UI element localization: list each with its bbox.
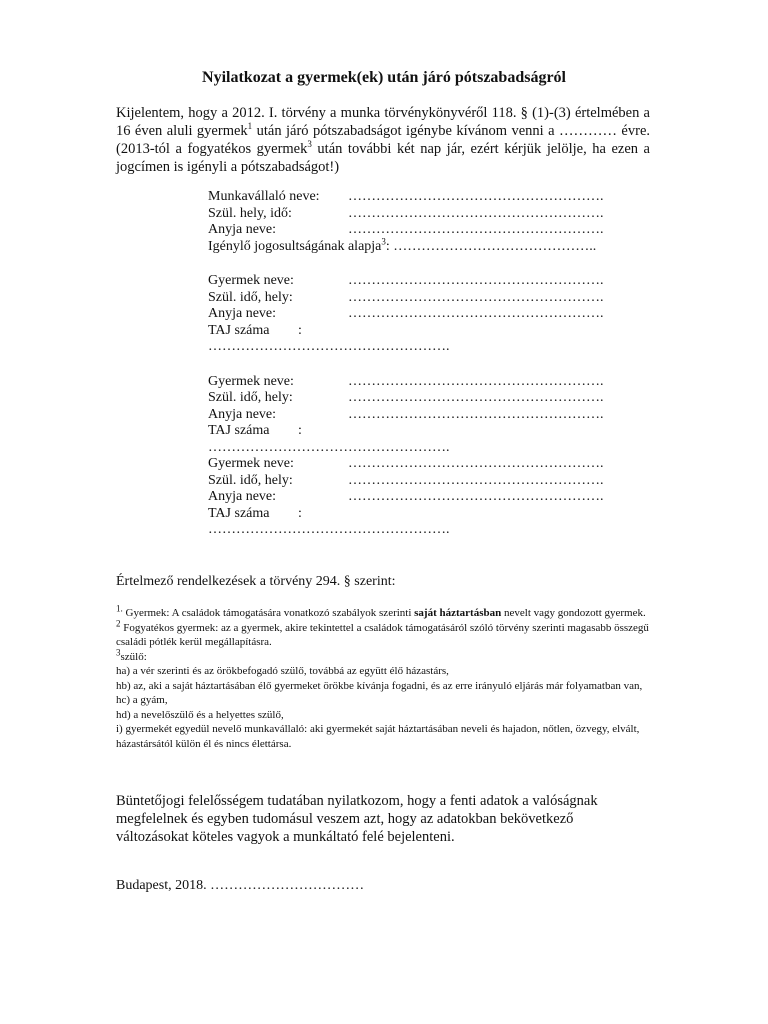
child-birth-row: [208, 290, 648, 307]
footnote-item-i: i) gyermekét egyedül nevelő munkavállaló: aki gyermekét saját háztartásában neveli és hajadon, nőtlen, özvegy, elvált, házastársától külön él és nincs élettársa.: [116, 723, 640, 750]
footnotes: [116, 603, 656, 751]
child-mother-label: Anyja neve:: [208, 406, 277, 422]
intro-paragraph: [116, 104, 650, 176]
footnote-emphasis: saját háztartásban: [414, 607, 502, 619]
child-name-field[interactable]: ……………………………………………….: [348, 273, 604, 288]
child-taj-row: [208, 423, 648, 440]
child-taj-label: TAJ száma: [208, 505, 270, 521]
footnote-text: szülő:: [120, 650, 147, 663]
child-taj-label: TAJ száma: [208, 423, 270, 438]
child-name-field[interactable]: ……………………………………………….: [348, 456, 604, 471]
spacer: [208, 255, 648, 273]
footnote-ref-3: 3: [381, 235, 386, 246]
footnote-3: [116, 646, 656, 665]
employee-name-label: Munkavállaló neve:: [208, 189, 320, 204]
child-name-label: Gyermek neve:: [208, 373, 294, 389]
child-mother-row: [208, 489, 648, 506]
child-taj-field[interactable]: …………………………………………….: [208, 439, 450, 455]
child-mother-field[interactable]: ……………………………………………….: [348, 406, 604, 422]
employee-mother-row: [208, 222, 648, 239]
footnote-item-hd: hd) a nevelőszülő és a helyettes szülő,: [116, 708, 284, 721]
child-taj-row: [208, 506, 648, 523]
child-name-row: [208, 456, 648, 473]
child-name-label: Gyermek neve:: [208, 456, 294, 471]
child-mother-label: Anyja neve:: [208, 306, 277, 321]
employee-mother-field[interactable]: ……………………………………………….: [348, 222, 604, 237]
eligibility-basis: [208, 235, 597, 256]
child-mother-field[interactable]: ……………………………………………….: [348, 306, 604, 321]
child-taj-colon: :: [298, 322, 302, 338]
child-taj-row: [208, 323, 648, 340]
child-taj-field[interactable]: …………………………………………….: [208, 339, 450, 354]
child-birth-label: Szül. idő, hely:: [208, 289, 293, 305]
eligibility-basis-label: Igénylő jogosultságának alapja: [208, 238, 382, 254]
employee-birth-field[interactable]: ……………………………………………….: [348, 205, 604, 221]
child-taj-colon: :: [298, 505, 302, 521]
child-name-row: [208, 273, 648, 290]
footnote-text: Gyermek: A családok támogatására vonatkozó szabályok szerinti: [122, 607, 415, 619]
child-taj-label: TAJ száma: [208, 322, 270, 338]
footnote-item-hb: hb) az, aki a saját háztartásában élő gyermeket örökbe kívánja fogadni, és az erre irányuló eljárás már folyamatban van,: [116, 679, 643, 692]
child-mother-row: [208, 306, 648, 323]
place-date[interactable]: Budapest, 2018. ……………………………: [116, 878, 365, 893]
child-birth-row: [208, 473, 648, 490]
child-mother-field[interactable]: ……………………………………………….: [348, 489, 604, 504]
footnote-text: nevelt vagy gondozott gyermek.: [501, 607, 646, 619]
footnote-marker: 1.: [116, 603, 123, 614]
footnote-item-ha: ha) a vér szerinti és az örökbefogadó szülő, továbbá az együtt élő házastárs,: [116, 665, 449, 677]
child-name-label: Gyermek neve:: [208, 273, 294, 288]
eligibility-basis-field[interactable]: ……………………………………..: [393, 238, 597, 254]
child-name-row: [208, 374, 648, 391]
child-taj-colon: :: [298, 423, 302, 438]
employee-birth-row: [208, 206, 648, 223]
definitions-heading: Értelmező rendelkezések a törvény 294. § szerint:: [116, 574, 396, 589]
footnote-marker: 3: [116, 646, 121, 657]
child-birth-row: [208, 390, 648, 407]
declaration-form: [208, 189, 648, 539]
intro-text-3: után további két nap jár, ezért kérjük jelölje, ha ezen a jogcímen is igényli a pótszabadságot!): [116, 141, 650, 175]
child-mother-label: Anyja neve:: [208, 489, 277, 504]
child-birth-label: Szül. idő, hely:: [208, 390, 293, 405]
spacer: [208, 356, 648, 374]
footnote-2: [116, 617, 656, 650]
child-taj-dots-row: [208, 440, 648, 457]
eligibility-basis-row: [208, 235, 648, 256]
intro-text-2: után járó pótszabadságot igénybe kívánom venni a ………… évre. (2013-tól a fogyatékos gyermek: [116, 123, 651, 157]
child-mother-row: [208, 407, 648, 424]
child-taj-dots-row: [208, 522, 648, 539]
liability-declaration: Büntetőjogi felelősségem tudatában nyilatkozom, hogy a fenti adatok a valóságnak megfelelnek és egyben tudomásul veszem azt, hogy az adatokban bekövetkező változásokat köteles vagyok a munkáltató felé bejelenteni.: [116, 793, 598, 845]
employee-mother-label: Anyja neve:: [208, 222, 277, 237]
child-taj-dots-row: [208, 339, 648, 356]
footnote-marker: 2: [116, 617, 121, 628]
child-birth-field[interactable]: ……………………………………………….: [348, 472, 604, 488]
child-name-field[interactable]: ……………………………………………….: [348, 373, 604, 389]
footnote-ref-3: 3: [307, 139, 312, 150]
child-birth-field[interactable]: ……………………………………………….: [348, 390, 604, 405]
employee-birth-label: Szül. hely, idő:: [208, 205, 292, 221]
intro-text-1: Kijelentem, hogy a 2012. I. törvény a munka törvénykönyvéről 118. § (1)-(3) értelmében a 16 éven aluli gyermek: [116, 105, 650, 139]
footnote-ref-1: 1: [247, 121, 253, 132]
employee-name-field[interactable]: ……………………………………………….: [348, 189, 604, 204]
footnote-item-hc: hc) a gyám,: [116, 694, 168, 706]
eligibility-basis-colon: :: [385, 238, 390, 254]
child-birth-field[interactable]: ……………………………………………….: [348, 289, 604, 305]
child-taj-field[interactable]: …………………………………………….: [208, 522, 450, 537]
footnote-1: [116, 603, 656, 621]
footnote-text: Fogyatékos gyermek: az a gyermek, akire tekintettel a családok támogatásáról szóló törvény szerinti magasabb összegű családi pótlék kerül megállapításra.: [116, 621, 649, 648]
child-birth-label: Szül. idő, hely:: [208, 472, 293, 488]
employee-name-row: [208, 189, 648, 206]
document-title: Nyilatkozat a gyermek(ek) után járó pótszabadságról: [202, 69, 566, 86]
